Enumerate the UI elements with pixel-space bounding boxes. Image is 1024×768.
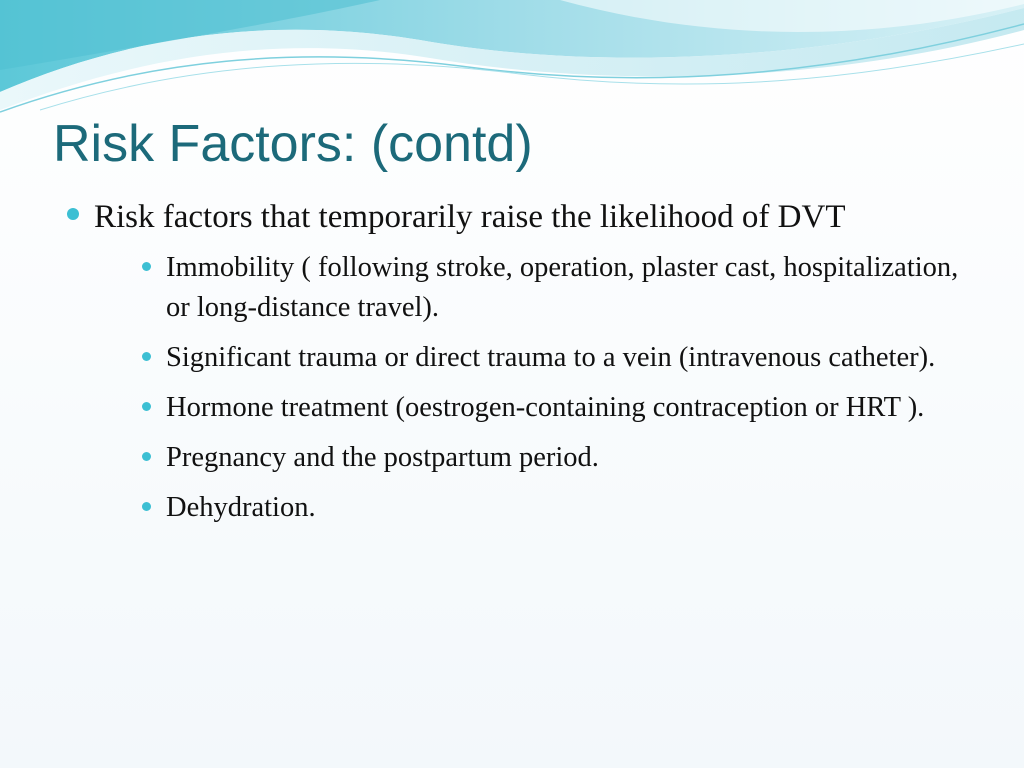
sub-bullet-item xyxy=(134,248,966,328)
sub-bullet-icon xyxy=(142,452,151,461)
sub-bullet-list xyxy=(94,248,962,528)
sub-bullet-text: Hormone treatment (oestrogen-containing contraception or HRT ). xyxy=(166,392,925,423)
sub-bullet-icon xyxy=(142,402,151,411)
sub-bullet-icon xyxy=(142,502,151,511)
slide-title: Risk Factors: (contd) xyxy=(53,115,533,173)
bullet-text: Risk factors that temporarily raise the likelihood of DVT xyxy=(94,199,846,235)
sub-bullet-icon xyxy=(142,262,151,271)
sub-bullet-icon xyxy=(142,352,151,361)
sub-bullet-text: Significant trauma or direct trauma to a vein (intravenous catheter). xyxy=(166,342,936,373)
sub-bullet-text: Immobility ( following stroke, operation, plaster cast, hospitalization, or long-distance travel). xyxy=(166,252,959,323)
bullet-icon xyxy=(67,208,79,220)
bullet-item-dvt-risk xyxy=(62,196,962,528)
sub-bullet-item xyxy=(134,488,966,528)
bullet-list xyxy=(62,196,962,538)
sub-bullet-item xyxy=(134,338,966,378)
sub-bullet-item xyxy=(134,388,966,428)
sub-bullet-text: Pregnancy and the postpartum period. xyxy=(166,442,599,473)
sub-bullet-text: Dehydration. xyxy=(166,492,316,523)
sub-bullet-item xyxy=(134,438,966,478)
